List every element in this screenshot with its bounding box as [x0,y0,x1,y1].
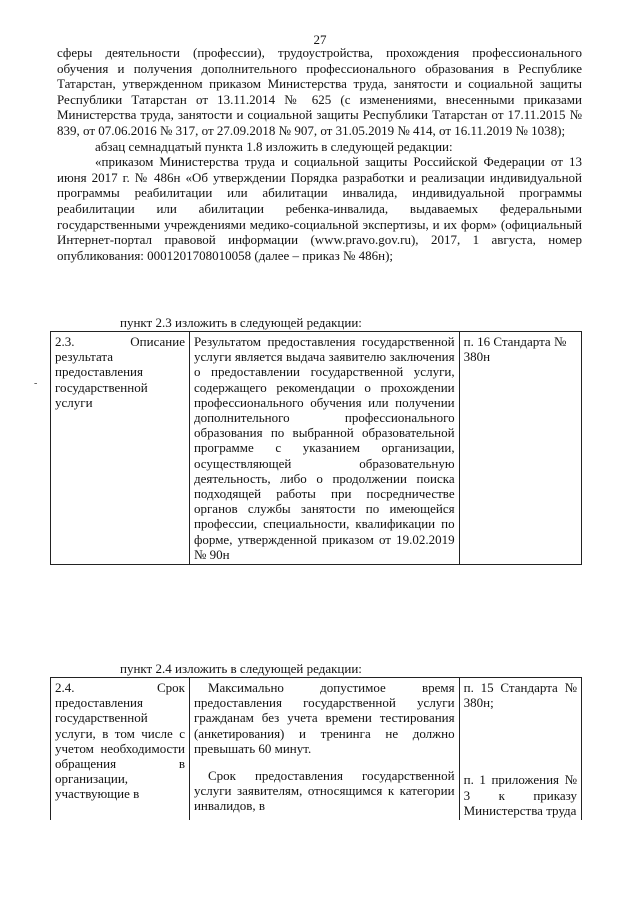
document-body [57,45,582,263]
table-item-2-3 [50,331,582,565]
table-cell-reference: п. 16 Стандарта № 380н [459,332,581,565]
content-time-limit: Максимально допустимое время предоставления государственной услуги гражданам без учета времени тестирования (анкетирования) и тренинга не должно превышать 60 минут. [193,680,455,756]
table-cell-content: Результатом предоставления государственной услуги является выдача заявителю заключения о предоставлении государственной услуги, содержащего рекомендации о прохождении профессионального обучения или получении дополнительного профессионального образования по выбранной образовательной программе с указанием организации, осуществляющей образовательную деятельность, либо о продолжении поиска подходящей работы при посредничестве органов службы занятости по имеющейся профессии, специальности, квалификации по форме, утвержденной приказом от 19.02.2019 № 90н [189,332,459,565]
table-row [51,678,582,821]
content-term-disabled: Срок предоставления государственной услуги заявителям, относящимся к категории инвалидов, в [193,768,455,814]
page-number: 27 [313,32,327,47]
paragraph-continuation: сферы деятельности (профессии), трудоустройства, прохождения профессионального обучения и получения дополнительного профессионального образования в Республике Татарстан, утвержденном приказом Министерства труда, занятости и социальной защиты Республики Татарстан от 13.11.2014 № 625 (с изменениями, внесенными приказами Министерства труда, занятости и социальной защиты Республики Татарстан от 17.11.2015 № 839, от 07.06.2016 № 317, от 27.09.2018 № 907, от 31.05.2019 № 414, от 16.11.2019 № 1038); [57,45,582,138]
table-row [51,332,582,565]
margin-mark: - [34,378,38,389]
table-cell-content [189,678,459,821]
table-cell-title: 2.3. Описание результата предоставления государственной услуги [51,332,190,565]
reference-standard-380n: п. 15 Стандарта № 380н; [463,680,577,711]
table-item-2-4 [50,677,582,820]
paragraph-amendment-1-8: абзац семнадцатый пункта 1.8 изложить в следующей редакции: [95,138,453,154]
paragraph-order-486n: «приказом Министерства труда и социальной защиты Российской Федерации от 13 июня 2017 г. № 486н «Об утверждении Порядка разработки и реализации индивидуальной программы реабилитации или абилитации инвалида, индивидуальной программы реабилитации или абилитации ребенка-инвалида, выдаваемых федеральными государственными учреждениями медико-социальной экспертизы, и их форм» (официальный Интернет-портал правовой информации (www.pravo.gov.ru), 2017, 1 августа, номер опубликования: 0001201708010058 (далее – приказ № 486н); [57,154,582,263]
section-label-2-3: пункт 2.3 изложить в следующей редакции: [120,315,362,330]
table-cell-title: 2.4. Срок предоставления государственной услуги, в том числе с учетом необходимости обращения в организации, участвующие в [51,678,190,821]
reference-appendix-3: п. 1 приложения № 3 к приказу Министерства труда [463,772,577,818]
section-label-2-4: пункт 2.4 изложить в следующей редакции: [120,661,362,676]
table-cell-reference [459,678,581,821]
